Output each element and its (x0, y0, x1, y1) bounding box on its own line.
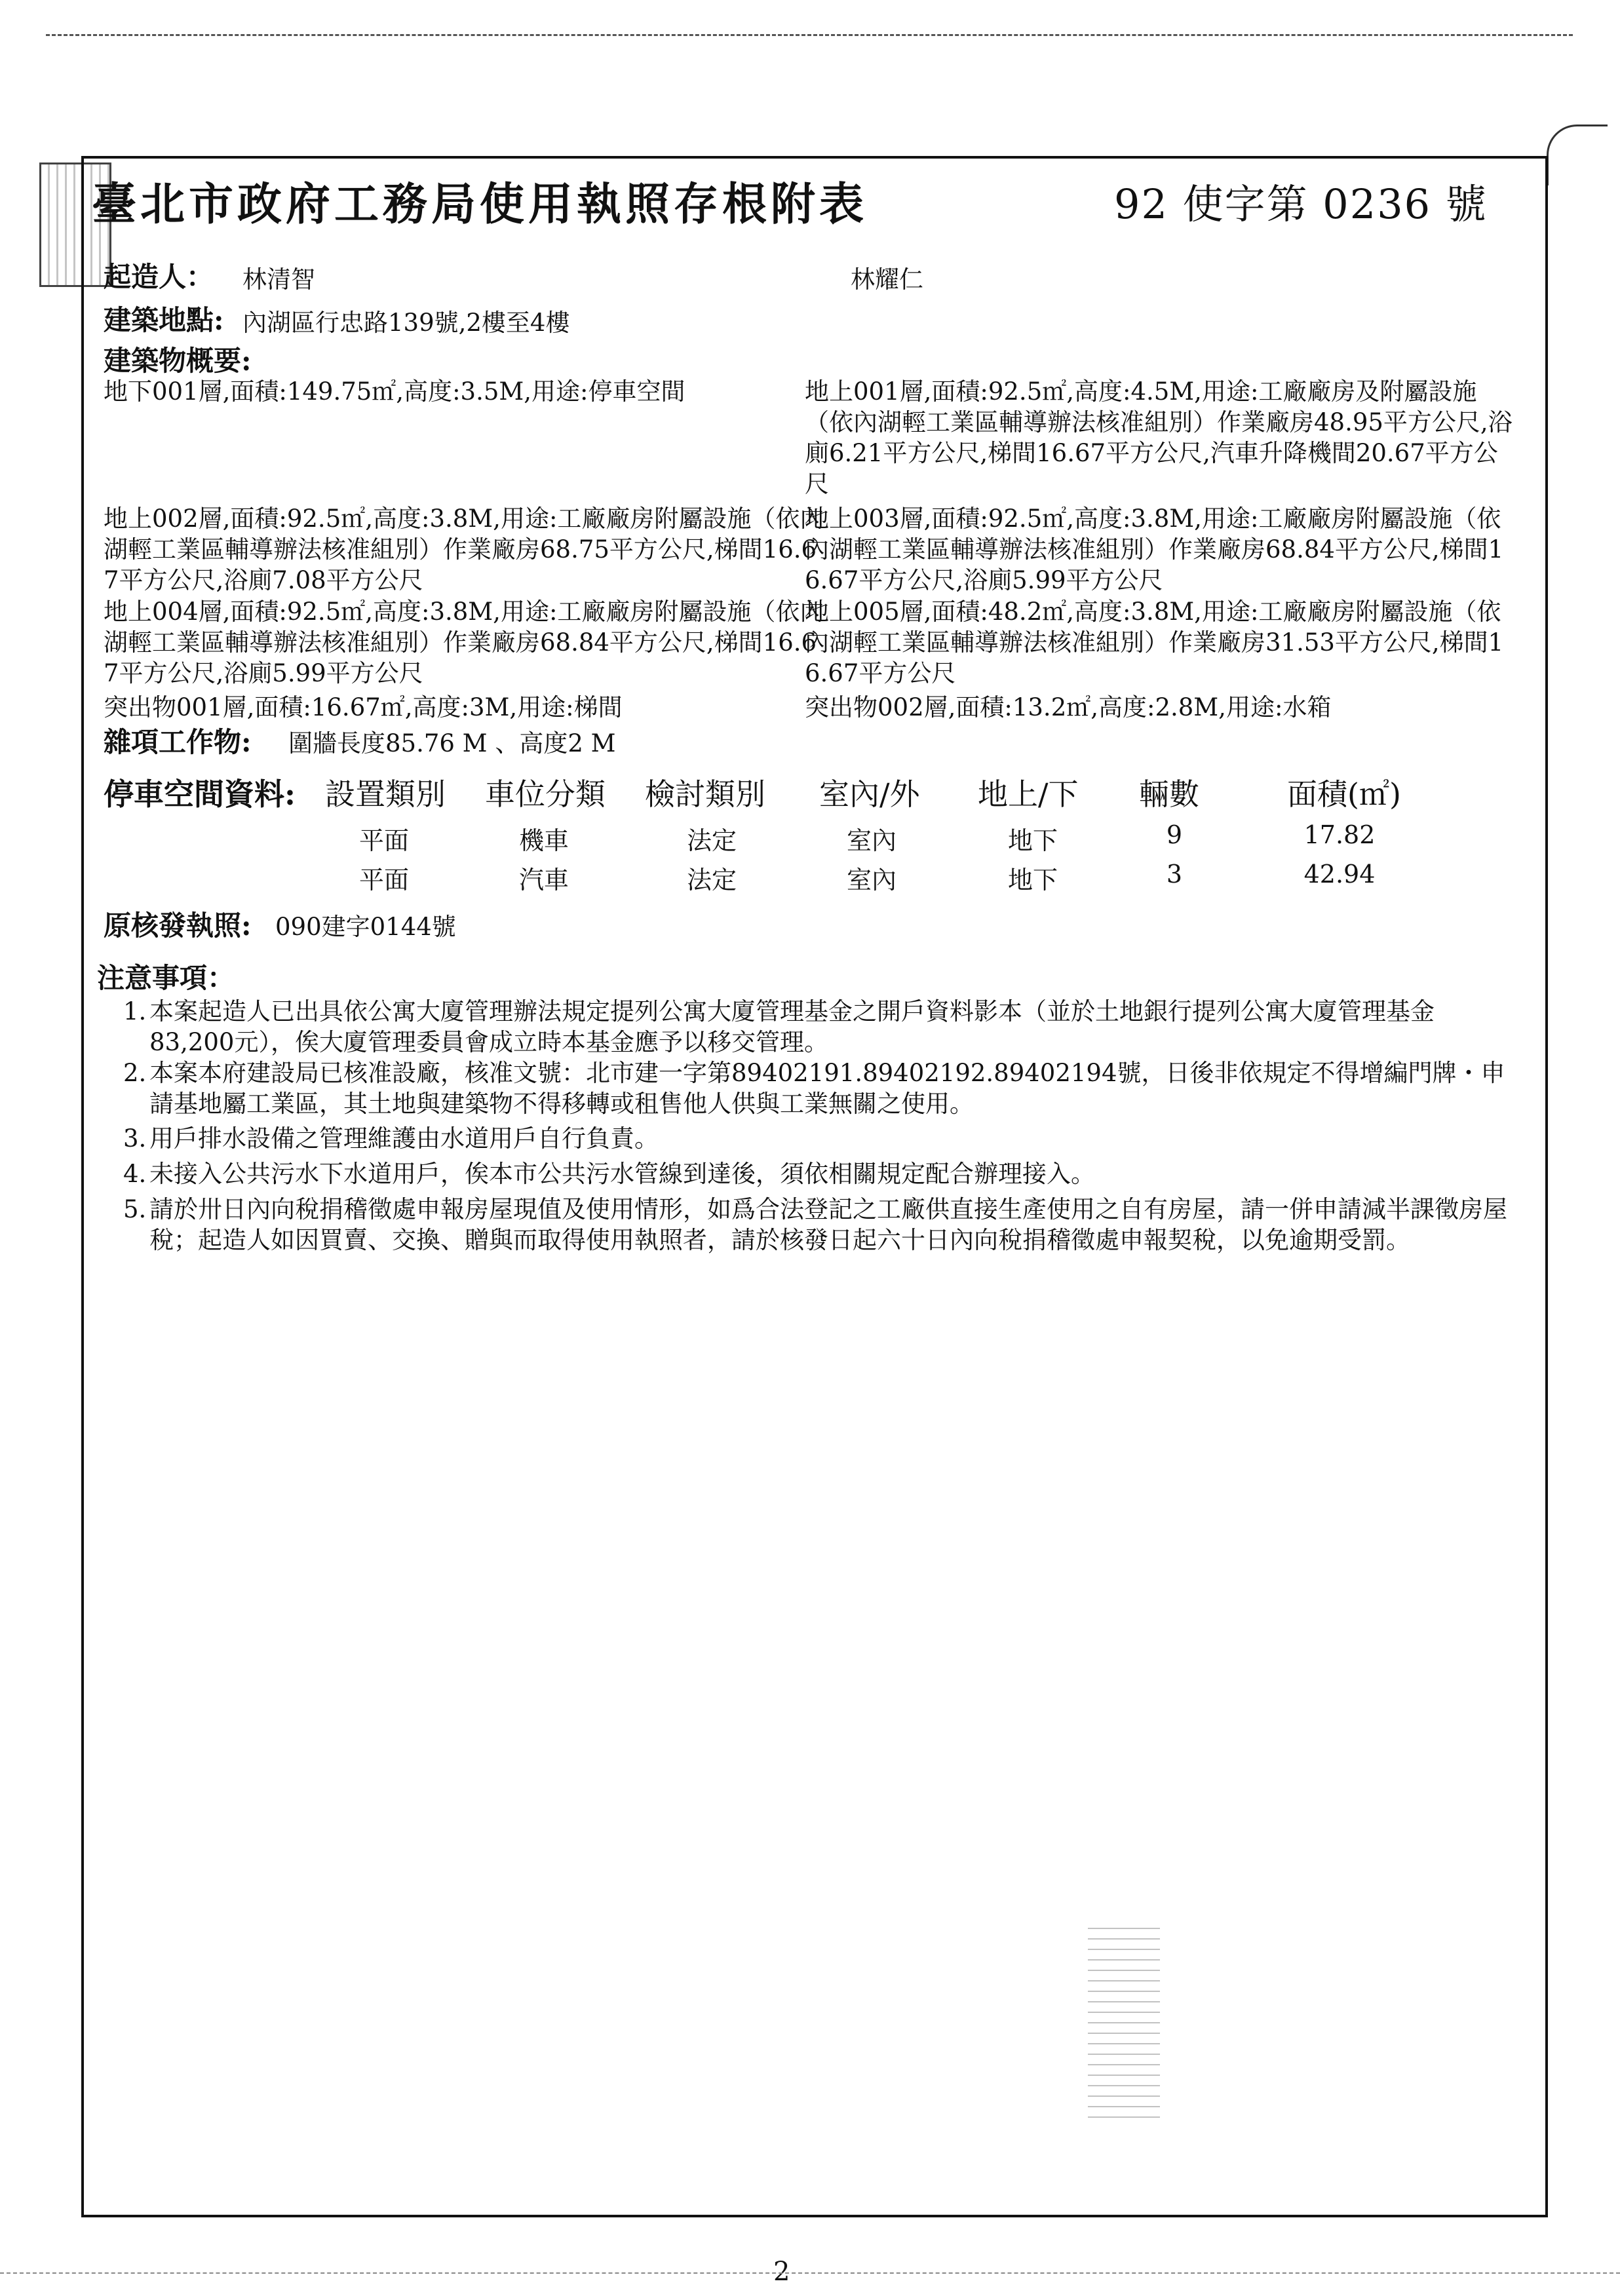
misc-works-value: 圍牆長度85.76 M 、高度2 M (288, 729, 616, 757)
parking-header-level: 地上/下 (978, 776, 1079, 812)
parking-label: 停車空間資料: (104, 776, 296, 812)
applicant-name-1: 林清智 (242, 265, 315, 294)
misc-works-label: 雜項工作物: (104, 726, 252, 758)
bottom-scan-line (0, 2272, 1620, 2274)
parking-row-1-review: 法定 (686, 826, 737, 855)
scan-artifact (1088, 1926, 1160, 2123)
parking-row-2-level: 地下 (1007, 866, 1058, 894)
note-text: 未接入公共污水下水道用戶，俟本市公共污水管線到達後，須依相關規定配合辦理接入。 (149, 1160, 1095, 1188)
parking-row-2-type: 汽車 (518, 866, 569, 894)
parking-row-1-type: 機車 (518, 826, 569, 855)
applicant-label: 起造人： (104, 261, 214, 293)
note-number: 4. (123, 1160, 147, 1188)
note-text: 用戶排水設備之管理維護由水道用戶自行負責。 (149, 1124, 659, 1153)
roof-structure-1: 突出物001層,面積:16.67㎡,高度:3M,用途:梯間 (104, 693, 623, 721)
parking-header-review: 檢討類別 (645, 776, 765, 812)
permit-number: 92 使字第 0236 號 (1114, 180, 1488, 228)
site-label: 建築地點: (104, 304, 224, 336)
parking-row-1-category: 平面 (358, 826, 409, 855)
note-item-4 (123, 1158, 1513, 1189)
page-number: 2 (773, 2257, 790, 2287)
parking-header-indoor: 室內/外 (819, 776, 920, 812)
parking-row-1-level: 地下 (1007, 826, 1058, 855)
note-number: 2. (123, 1059, 147, 1087)
parking-row-1-area: 17.82 (1303, 820, 1376, 849)
note-item-1 (123, 996, 1513, 1058)
parking-row-2-area: 42.94 (1303, 860, 1376, 889)
floor-2: 地上002層,面積:92.5㎡,高度:3.8M,用途:工廠廠房附屬設施（依內湖輕工業區輔導辦法核准組別）作業廠房68.75平方公尺,梯間16.67平方公尺,浴廁7.08平方公尺 (104, 505, 824, 594)
parking-row-2-category: 平面 (358, 866, 409, 894)
note-number: 5. (123, 1195, 147, 1223)
floor-3: 地上003層,面積:92.5㎡,高度:3.8M,用途:工廠廠房附屬設施（依內湖輕工業區輔導辦法核准組別）作業廠房68.84平方公尺,梯間16.67平方公尺,浴廁5.99平方公尺 (805, 505, 1504, 594)
applicant-name-2: 林耀仁 (851, 265, 923, 294)
floor-1: 地上001層,面積:92.5㎡,高度:4.5M,用途:工廠廠房及附屬設施（依內湖輕工業區輔導辦法核准組別）作業廠房48.95平方公尺,浴廁6.21平方公尺,梯間16.67平方公尺,汽車升降機間20.67平方公尺 (805, 377, 1513, 498)
corner-mark (1547, 124, 1608, 185)
parking-header-area: 面積(㎡) (1287, 776, 1401, 812)
site-value: 內湖區行忠路139號,2樓至4樓 (242, 309, 570, 337)
document-title: 臺北市政府工務局使用執照存根附表 (92, 178, 868, 231)
parking-row-2-count: 3 (1166, 860, 1183, 889)
parking-header-count: 輛數 (1139, 776, 1199, 812)
parking-row-2-review: 法定 (686, 866, 737, 894)
notes-heading: 注意事項： (97, 962, 235, 994)
note-number: 1. (123, 997, 147, 1025)
floor-basement-1: 地下001層,面積:149.75㎡,高度:3.5M,用途:停車空間 (104, 377, 685, 406)
parking-header-category: 設置類別 (325, 776, 446, 812)
floor-4: 地上004層,面積:92.5㎡,高度:3.8M,用途:工廠廠房附屬設施（依內湖輕工業區輔導辦法核准組別）作業廠房68.84平方公尺,梯間16.67平方公尺,浴廁5.99平方公尺 (104, 598, 824, 687)
note-text: 本案本府建設局已核准設廠，核准文號：北市建一字第89402191.89402192.89402194號，日後非依規定不得增編門牌・申請基地屬工業區，其土地與建築物不得移轉或租售他人供與工業無關之使用。 (149, 1059, 1505, 1118)
floor-5: 地上005層,面積:48.2㎡,高度:3.8M,用途:工廠廠房附屬設施（依內湖輕工業區輔導辦法核准組別）作業廠房31.53平方公尺,梯間16.67平方公尺 (805, 598, 1504, 687)
note-number: 3. (123, 1124, 147, 1153)
note-item-3 (123, 1123, 1513, 1154)
parking-row-2-indoor: 室內 (846, 866, 897, 894)
parking-row-1-indoor: 室內 (846, 826, 897, 855)
original-permit-value: 090建字0144號 (275, 913, 456, 941)
note-text: 請於卅日內向稅捐稽徵處申報房屋現值及使用情形，如爲合法登記之工廠供直接生產使用之自有房屋，請一併申請減半課徵房屋稅；起造人如因買賣、交換、贈與而取得使用執照者，請於核發日起六十日內向稅捐稽徵處申報契稅，以免逾期受罰。 (149, 1195, 1507, 1254)
note-text: 本案起造人已出具依公寓大廈管理辦法規定提列公寓大廈管理基金之開戶資料影本（並於土地銀行提列公寓大廈管理基金83,200元），俟大廈管理委員會成立時本基金應予以移交管理。 (149, 997, 1435, 1056)
overview-label: 建築物概要: (104, 345, 252, 377)
parking-row-1-count: 9 (1166, 820, 1183, 849)
note-item-5 (123, 1194, 1513, 1255)
parking-header-type: 車位分類 (485, 776, 606, 812)
original-permit-label: 原核發執照: (104, 909, 252, 942)
note-item-2 (123, 1058, 1513, 1119)
roof-structure-2: 突出物002層,面積:13.2㎡,高度:2.8M,用途:水箱 (805, 693, 1332, 721)
top-scan-line (46, 34, 1573, 36)
